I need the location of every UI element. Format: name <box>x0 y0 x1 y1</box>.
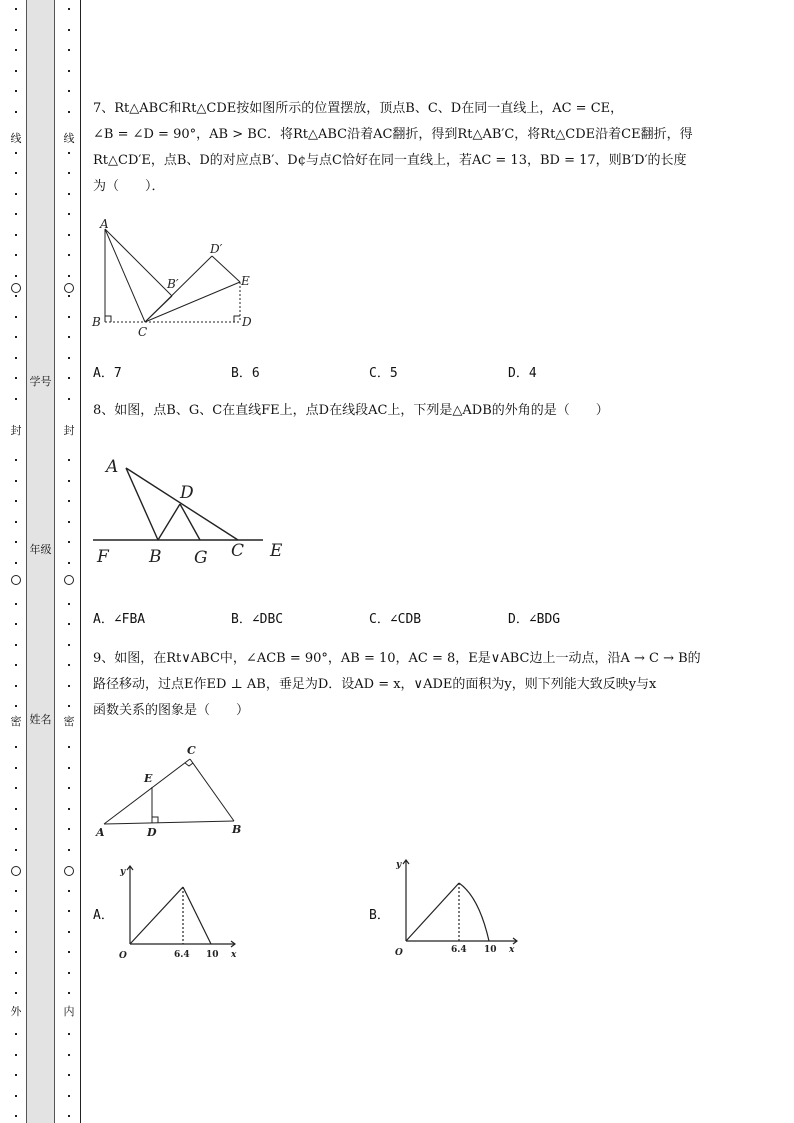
margin-dot <box>68 562 70 564</box>
margin-dot <box>68 1054 70 1056</box>
q9-text-line-1: 9、如图，在Rt∨ABC中，∠ACB = 90°，AB = 10，AC = 8，E是∨ABC边上一动点，沿A → C → B的 <box>93 651 701 666</box>
q7-label-d-prime: D′ <box>210 242 223 256</box>
margin-dot <box>68 377 70 379</box>
q9-label-c: C <box>187 744 196 757</box>
margin-dot <box>68 357 70 359</box>
margin-dot <box>68 213 70 215</box>
margin-dot <box>15 1115 17 1117</box>
q9-graph-b[interactable] <box>389 855 524 960</box>
margin-dot <box>68 336 70 338</box>
q7-text-line-4: 为（ ）． <box>93 179 165 194</box>
margin-dot <box>15 849 17 851</box>
margin-dot <box>15 193 17 195</box>
margin-dot <box>15 459 17 461</box>
margin-dot <box>68 992 70 994</box>
margin-dot <box>68 172 70 174</box>
margin-dot <box>68 295 70 297</box>
margin-circle <box>11 575 21 585</box>
margin-dot <box>68 746 70 748</box>
margin-seal-char: 密 <box>63 715 75 728</box>
margin-dot <box>15 951 17 953</box>
margin-dot <box>15 705 17 707</box>
margin-dot <box>15 910 17 912</box>
q8-figure <box>88 448 298 573</box>
margin-dot <box>15 336 17 338</box>
inner-margin-column <box>63 0 75 1123</box>
margin-dot <box>68 111 70 113</box>
q8-label-d: D <box>180 483 194 503</box>
q9-graph-b-tick-2: 10 <box>484 945 497 955</box>
margin-dot <box>68 480 70 482</box>
q8-label-c: C <box>231 541 245 561</box>
margin-dot <box>15 644 17 646</box>
margin-dot <box>15 603 17 605</box>
q9-graph-b-y-label: y <box>396 860 402 870</box>
q9-graph-b-x-label: x <box>509 945 515 955</box>
margin-circle <box>64 575 74 585</box>
q9-graph-a-x-label: x <box>231 950 237 960</box>
margin-dot <box>68 49 70 51</box>
q7-label-c: C <box>138 325 148 339</box>
margin-dot <box>68 1115 70 1117</box>
margin-dot <box>68 521 70 523</box>
margin-seal-char: 线 <box>10 132 22 145</box>
margin-dot <box>68 931 70 933</box>
q8-label-e: E <box>270 541 283 561</box>
q8-label-b: B <box>149 547 162 567</box>
margin-dot <box>68 849 70 851</box>
margin-dot <box>68 316 70 318</box>
margin-dot <box>15 213 17 215</box>
margin-dot <box>68 767 70 769</box>
margin-dot <box>15 398 17 400</box>
q9-graph-a-y-label: y <box>120 867 126 877</box>
margin-dot <box>68 890 70 892</box>
margin-dot <box>15 111 17 113</box>
margin-dot <box>15 500 17 502</box>
margin-dot <box>68 398 70 400</box>
q9-option-b[interactable]: B． <box>369 908 390 923</box>
margin-dot <box>68 500 70 502</box>
q7-option-c[interactable]: C．5 <box>369 366 398 381</box>
margin-dot <box>15 275 17 277</box>
margin-dot <box>68 459 70 461</box>
margin-seal-char: 线 <box>63 132 75 145</box>
q7-label-b: B <box>92 315 101 329</box>
margin-dot <box>68 193 70 195</box>
q9-graph-b-origin-label: O <box>395 948 403 958</box>
q8-label-f: F <box>97 547 109 567</box>
margin-dot <box>68 275 70 277</box>
q7-text-line-2: ∠B = ∠D = 90°，AB > BC．将Rt△ABC沿着AC翻折，得到Rt△AB′C，将Rt△CDE沿着CE翻折，得 <box>93 127 693 142</box>
q7-text-line-3: Rt△CD′E，点B、D的对应点B′、D¢与点C恰好在同一直线上，若AC = 13，BD = 17，则B′D′的长度 <box>93 153 687 168</box>
q9-graph-a[interactable] <box>113 858 248 963</box>
margin-border-line <box>80 0 81 1123</box>
margin-dot <box>15 972 17 974</box>
name-label: 姓名 <box>29 713 52 726</box>
margin-circle <box>64 283 74 293</box>
margin-dot <box>68 90 70 92</box>
margin-dot <box>15 562 17 564</box>
margin-dot <box>15 49 17 51</box>
margin-dot <box>15 172 17 174</box>
margin-dot <box>68 70 70 72</box>
margin-dot <box>15 377 17 379</box>
margin-dot <box>68 951 70 953</box>
margin-dot <box>68 828 70 830</box>
q7-label-a: A <box>100 217 109 231</box>
q7-text-line-1: 7、Rt△ABC和Rt△CDE按如图所示的位置摆放，顶点B、C、D在同一直线上，AC = CE， <box>93 101 624 116</box>
q8-option-b[interactable]: B．∠DBC <box>231 612 284 627</box>
q9-option-a[interactable]: A． <box>93 908 114 923</box>
q9-text-line-3: 函数关系的图象是（ ） <box>93 703 250 718</box>
student-id-label: 学号 <box>29 375 52 388</box>
margin-dot <box>68 1074 70 1076</box>
margin-dot <box>68 705 70 707</box>
q8-label-g: G <box>194 548 208 568</box>
margin-dot <box>15 521 17 523</box>
margin-dot <box>15 29 17 31</box>
q7-label-d: D <box>242 315 252 329</box>
q9-label-a: A <box>96 826 105 839</box>
margin-dot <box>68 644 70 646</box>
q8-option-c[interactable]: C．∠CDB <box>369 612 422 627</box>
q7-figure <box>88 212 258 342</box>
margin-dot <box>15 664 17 666</box>
q7-label-b-prime: B′ <box>167 277 179 291</box>
margin-dot <box>68 808 70 810</box>
margin-dot <box>15 90 17 92</box>
margin-seal-char: 内 <box>63 1005 75 1018</box>
margin-dot <box>15 828 17 830</box>
margin-dot <box>15 480 17 482</box>
margin-dot <box>68 541 70 543</box>
q9-label-e: E <box>144 772 153 785</box>
margin-circle <box>11 866 21 876</box>
margin-seal-char: 封 <box>10 424 22 437</box>
q9-graph-a-tick-1: 6.4 <box>174 950 190 960</box>
q8-option-d[interactable]: D．∠BDG <box>508 612 561 627</box>
q7-option-a[interactable]: A．7 <box>93 366 122 381</box>
margin-dot <box>15 8 17 10</box>
margin-dot <box>15 70 17 72</box>
grade-label: 年级 <box>29 543 52 556</box>
margin-dot <box>15 1074 17 1076</box>
margin-dot <box>68 8 70 10</box>
margin-dot <box>15 787 17 789</box>
margin-dot <box>15 316 17 318</box>
q7-label-e: E <box>241 274 250 288</box>
q9-triangle-figure <box>88 740 258 845</box>
q9-label-b: B <box>232 823 242 836</box>
margin-dot <box>15 541 17 543</box>
margin-dot <box>15 623 17 625</box>
margin-dot <box>15 234 17 236</box>
q8-text-line-1: 8、如图，点B、G、C在直线FE上，点D在线段AC上，下列是△ADB的外角的是（ ） <box>93 403 609 418</box>
q9-text-line-2: 路径移动，过点E作ED ⊥ AB，垂足为D．设AD = x，∨ADE的面积为y，则下列能大致反映y与x <box>93 677 657 692</box>
margin-dot <box>68 1095 70 1097</box>
q7-option-d[interactable]: D．4 <box>508 366 537 381</box>
margin-dot <box>15 295 17 297</box>
margin-dot <box>15 808 17 810</box>
q9-label-d: D <box>147 826 157 839</box>
q9-graph-b-tick-1: 6.4 <box>451 945 467 955</box>
margin-dot <box>15 152 17 154</box>
q8-option-a[interactable]: A．∠FBA <box>93 612 146 627</box>
margin-dot <box>15 1033 17 1035</box>
margin-seal-char: 外 <box>10 1005 22 1018</box>
margin-dot <box>68 152 70 154</box>
outer-margin-column <box>10 0 22 1123</box>
margin-dot <box>15 357 17 359</box>
margin-dot <box>15 685 17 687</box>
margin-dot <box>15 1054 17 1056</box>
margin-dot <box>15 992 17 994</box>
margin-dot <box>15 1095 17 1097</box>
margin-dot <box>68 1033 70 1035</box>
margin-seal-char: 密 <box>10 715 22 728</box>
margin-dot <box>15 254 17 256</box>
margin-dot <box>68 623 70 625</box>
margin-dot <box>68 29 70 31</box>
margin-dot <box>15 767 17 769</box>
q9-graph-a-tick-2: 10 <box>206 950 219 960</box>
margin-dot <box>68 664 70 666</box>
margin-dot <box>68 685 70 687</box>
margin-seal-char: 封 <box>63 424 75 437</box>
margin-dot <box>15 890 17 892</box>
q8-label-a: A <box>106 457 119 477</box>
margin-dot <box>68 787 70 789</box>
margin-dot <box>15 931 17 933</box>
margin-dot <box>68 234 70 236</box>
student-info-band <box>26 0 55 1123</box>
margin-dot <box>68 972 70 974</box>
margin-dot <box>15 746 17 748</box>
margin-dot <box>68 910 70 912</box>
margin-circle <box>64 866 74 876</box>
margin-circle <box>11 283 21 293</box>
margin-dot <box>68 603 70 605</box>
margin-dot <box>68 254 70 256</box>
q9-graph-a-origin-label: O <box>119 951 127 961</box>
q7-option-b[interactable]: B．6 <box>231 366 260 381</box>
